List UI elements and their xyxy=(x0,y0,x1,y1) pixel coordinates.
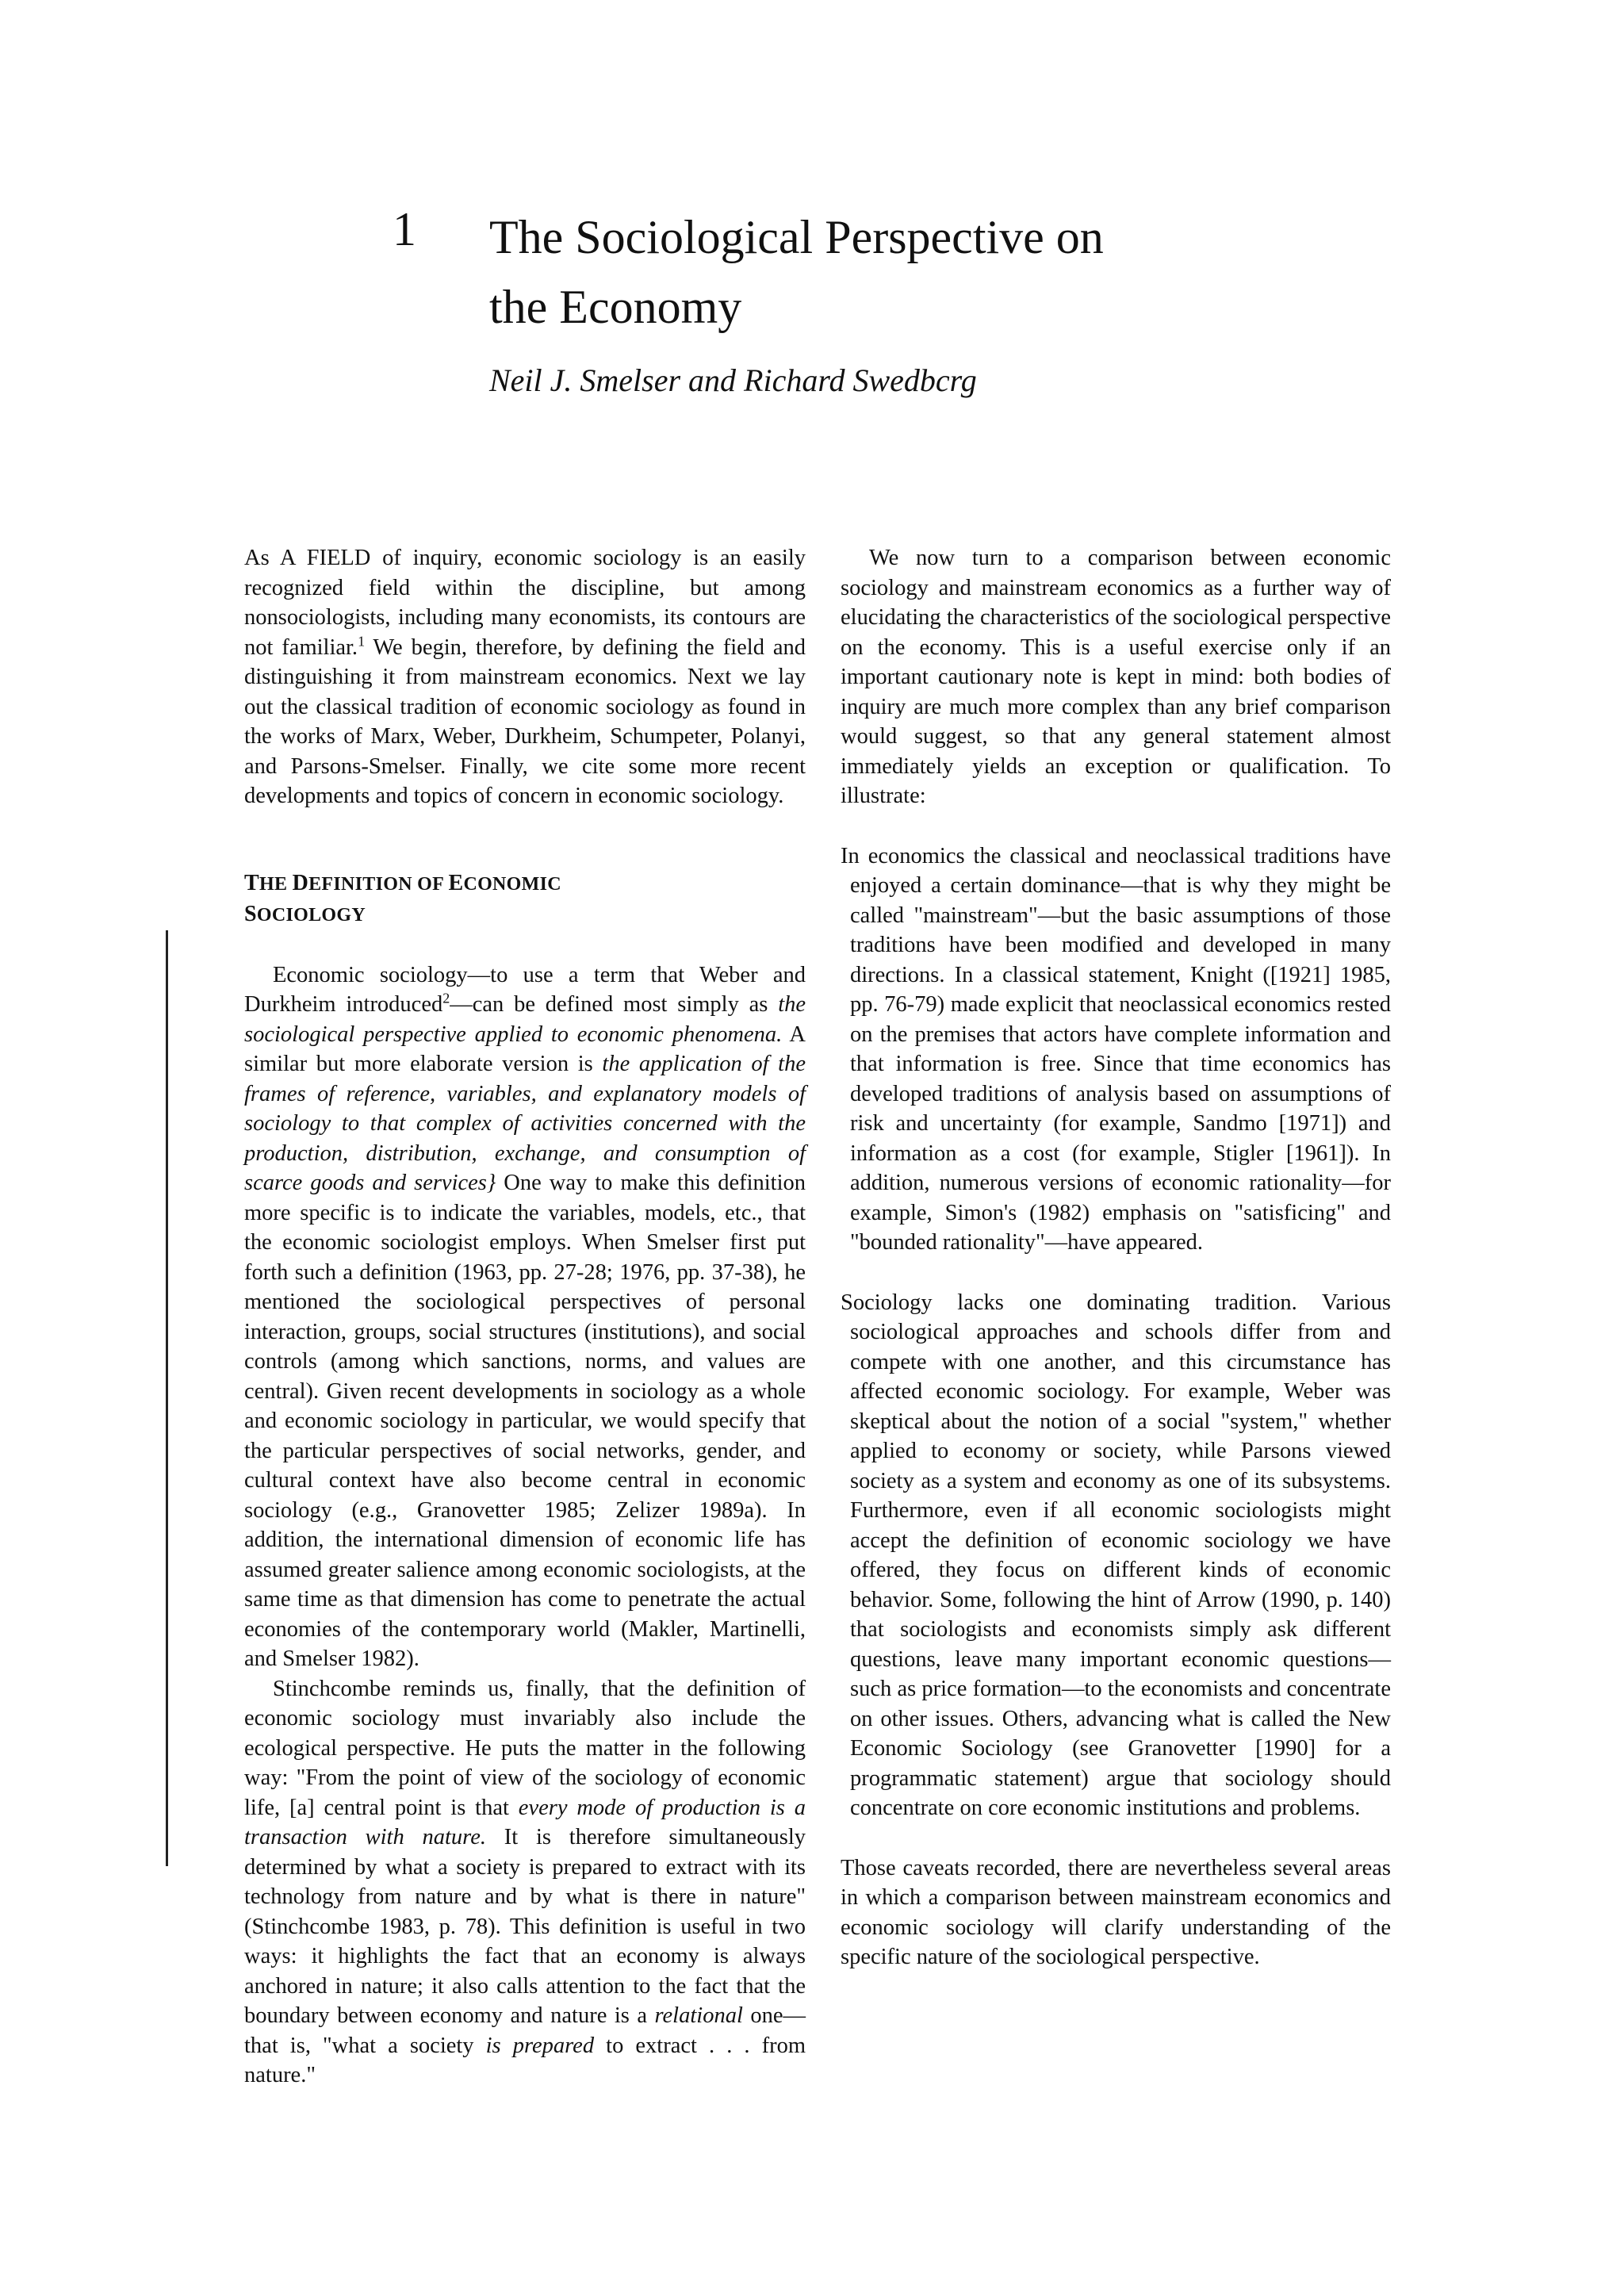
footnote-marker: 2 xyxy=(442,990,450,1006)
right-column xyxy=(841,543,1391,1972)
left-column xyxy=(244,543,806,2091)
chapter-title-line-1: The Sociological Perspective on xyxy=(489,211,1104,263)
definition-paragraph: Economic sociology—to use a term that Weber and Durkheim introduced$^2$—can be defined most simply as the sociological perspective applied to economic phenomena. A similar but more elaborate version is the application of the frames of reference, variables, and explanatory models of sociology to that complex of activities concerned with the production, distribution, exchange, and consumption of scarce goods and services} One way to make this definition more specific is to indicate the variables, models, etc., that the economic sociologist employs. When Smelser first put forth such a definition (1963, pp. 27-28; 1976, pp. 37-38), he mentioned the sociological perspectives of personal interaction, groups, social structures (institutions), and social controls (among which sanctions, norms, and values are central). Given recent developments in sociology as a whole and economic sociology in particular, we would specify that the particular perspectives of social networks, gender, and cultural context have also become central in economic sociology (e.g., Granovetter 1985; Zelizer 1989a). In addition, the international dimension of economic life has assumed greater salience among economic sociologists, at the same time as that dimension has come to penetrate the actual economies of the contemporary world (Makler, Martinelli, and Smelser 1982). xyxy=(244,962,806,1671)
caveats-paragraph: Those caveats recorded, there are nevertheless several areas in which a comparison between mainstream economics and economic sociology will clarify understanding of the specific nature of the sociological perspective. xyxy=(841,1855,1391,1969)
chapter-number: 1 xyxy=(393,203,416,255)
ecological-paragraph: Stinchcombe reminds us, finally, that the definition of economic sociology must invariably also include the ecological perspective. He puts the matter in the following way: "From the point of view of the sociology of economic life, [a] central point is that every mode of production is a transaction with nature. It is therefore simultaneously determined by what a society is prepared to extract with its technology from nature and by what is there in nature" (Stinchcombe 1983, p. 78). This definition is useful in two ways: it highlights the fact that an economy is always anchored in nature; it also calls attention to the fact that the boundary between economy and nature is a relational one—that is, "what a society is prepared to extract . . . from nature." xyxy=(244,1676,806,2087)
economics-item: In economics the classical and neoclassical traditions have enjoyed a certain dominance—that is why they might be called "mainstream"—but the basic assumptions of those traditions have been modified and developed in many directions. In a classical statement, Knight ([1921] 1985, pp. 76-79) made explicit that neoclassical economics rested on the premises that actors have complete information and that information is free. Since that time economics has developed traditions of analysis based on assumptions of risk and uncertainty (for example, Sandmo [1971]) and information as a cost (for example, Stigler [1961]). In addition, numerous versions of economic rationality—for example, Simon's (1982) emphasis on "satisficing" and "bounded rationality"—have appeared. xyxy=(841,843,1391,1255)
chapter-title xyxy=(489,202,1282,342)
margin-change-bar xyxy=(166,930,168,1866)
intro-paragraph: As A FIELD of inquiry, economic sociology is an easily recognized field within the discipline, but among nonsociologists, including many economists, its contours are not familiar.$^1$ We begin, therefore, by defining the field and distinguishing it from mainstream economics. Next we lay out the classical tradition of economic sociology as found in the works of Marx, Weber, Durkheim, Schumpeter, Polanyi, and Parsons-Smelser. Finally, we cite some more recent developments and topics of concern in economic sociology. xyxy=(244,546,806,808)
footnote-marker: 1 xyxy=(358,633,366,649)
chapter-authors: Neil J. Smelser and Richard Swedbcrg xyxy=(489,362,977,398)
section-heading: THE DEFINITION OF ECONOMIC SOCIOLOGY xyxy=(244,870,561,926)
comparison-paragraph: We now turn to a comparison between economic sociology and mainstream economics as a further way of elucidating the characteristics of the sociological perspective on the economy. This is a useful exercise only if an important cautionary note is kept in mind: both bodies of inquiry are much more complex than any brief comparison would suggest, so that any general statement almost immediately yields an exception or qualification. To illustrate: xyxy=(841,546,1391,808)
sociology-item: Sociology lacks one dominating tradition. Various sociological approaches and schools differ from and compete with one another, and this circumstance has affected economic sociology. For example, Weber was skeptical about the notion of a social "system," whether applied to economy or society, while Parsons viewed society as a system and economy as one of its subsystems. Furthermore, even if all economic sociologists might accept the definition of economic sociology we have offered, they focus on different kinds of economic behavior. Some, following the hint of Arrow (1990, p. 140) that sociologists and economists simply ask different questions, leave many important economic questions—such as price formation—to the economists and concentrate on other issues. Others, advancing what is called the New Economic Sociology (see Granovetter [1990] for a programmatic statement) argue that sociology should concentrate on core economic institutions and problems. xyxy=(841,1290,1391,1820)
chapter-title-line-2: the Economy xyxy=(489,281,742,333)
